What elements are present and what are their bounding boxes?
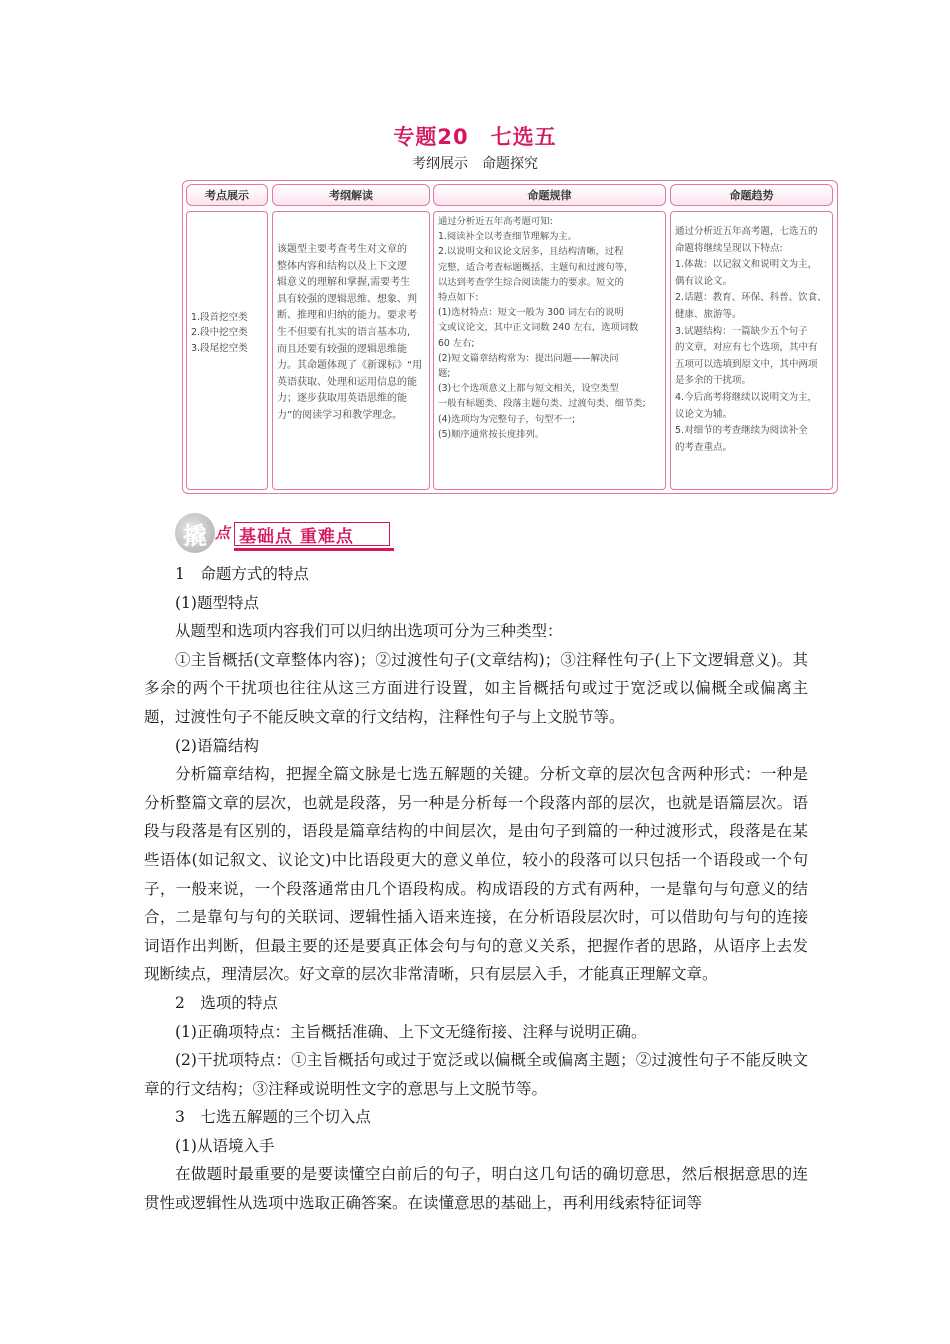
exam-point-item: 2.段中挖空类 <box>191 327 248 339</box>
document-subtitle: 考纲展示 命题探究 <box>412 156 538 172</box>
text-line: (5)顺序通常按长度排列。 <box>438 428 545 440</box>
subheading: (1)从语境入手 <box>175 1136 275 1155</box>
section-heading: 基础点 重难点 <box>234 522 390 546</box>
banner-dian-char: 点 <box>215 524 231 542</box>
text-line: 1.体裁：以记叙文和说明文为主， <box>675 259 818 271</box>
text-line: 一般有标题类、段落主题句类、过渡句类、细节类; <box>438 398 646 410</box>
text-line: 特点如下: <box>438 292 479 304</box>
text-line: 力。其命题体现了《新课标》“用 <box>277 360 423 372</box>
text-line: 该题型主要考查考生对文章的 <box>277 244 407 255</box>
paragraph: 分析篇章结构，把握全篇文脉是七选五解题的关键。分析文章的层次包含两种形式：一种是分析整篇文章的层次，也就是段落，另一种是分析每一个段落内部的层次，也就是语篇层次。语段与段落是有区别的，语段是篇章结构的中间层次，是由句子到篇的一种过渡形式，段落是在某些语体(如记叙文、议论文)中比语段更大的意义单位，较小的段落可以只包括一个语段或一个句子，一般来说，一个段落通常由几个语段构成。构成语段的方式有两种，一是靠句与句意义的结合，二是靠句与句的关联词、逻辑性插入语来连接，在分析语段层次时，可以借助句与句的连接词语作出判断，但最主要的还是要真正体会句与句的意义关系，把握作者的思路，从语序上去发现断续点，理清层次。好文章的层次非常清晰，只有层层入手，才能真正理解文章。 <box>144 765 808 984</box>
text-line: 2.话题：教育、环保、科普、饮食、 <box>675 292 827 304</box>
subheading: (2)语篇结构 <box>175 736 259 755</box>
paragraph: 从题型和选项内容我们可以归纳出选项可分为三种类型： <box>175 622 563 641</box>
text-line: 英语获取、处理和运用信息的能 <box>277 376 417 388</box>
heading-3: 3 七选五解题的三个切入点 <box>175 1108 371 1127</box>
text-line: 题; <box>438 368 451 380</box>
paragraph: (1)正确项特点：主旨概括准确、上下文无缝衔接、注释与说明正确。 <box>175 1022 647 1041</box>
text-line: (2)短文篇章结构常为：提出问题——解决问 <box>438 352 619 364</box>
text-line: 完整，适合考查标题概括、主题句和过渡句等， <box>438 261 634 273</box>
section-banner <box>172 510 394 554</box>
text-line: 60 左右; <box>438 337 475 349</box>
text-line: 生不但要有扎实的语言基本功, <box>277 326 411 338</box>
header-exam-points: 考点展示 <box>186 184 268 206</box>
text-line: 命题将继续呈现以下特点: <box>675 242 783 254</box>
banner-badge-icon: 撬 <box>175 513 215 553</box>
text-line: 5.对细节的考查继续为阅读补全 <box>675 425 808 437</box>
exam-point-item: 3.段尾挖空类 <box>191 342 248 354</box>
text-line: 健康、旅游等。 <box>675 308 742 320</box>
body-content <box>144 560 808 1218</box>
text-line: (1)选材特点：短文一般为 300 词左右的说明 <box>438 307 624 319</box>
text-line: 通过分析近五年高考题可知: <box>438 216 553 227</box>
text-line: 的文章，对应有七个选项，其中有 <box>675 342 818 354</box>
paragraph: ①主旨概括(文章整体内容)；②过渡性句子(文章结构)；③注释性句子(上下文逻辑意义)。其多余的两个干扰项也往往从这三方面进行设置，如主旨概括句或过于宽泛或以偏概全或偏离主题，过渡性句子不能反映文章的行文结构，注释性句子与上文脱节等。 <box>144 650 808 726</box>
exam-point-item: 1.段首挖空类 <box>191 312 248 323</box>
paragraph: (2)干扰项特点：①主旨概括句或过于宽泛或以偏概全或偏离主题；②过渡性句子不能反映文章的行文结构；③注释或说明性文字的意思与上文脱节等。 <box>144 1051 808 1098</box>
text-line: 整体内容和结构以及上下文逻 <box>277 260 407 272</box>
text-line: 五项可以选填到原文中，其中两项 <box>675 358 818 370</box>
text-line: 而且还要有较强的逻辑思维能 <box>277 343 407 355</box>
column-exam-points <box>186 211 268 490</box>
text-line: 辑意义的理解和掌握,需要考生 <box>277 277 411 289</box>
header-question-trends: 命题趋势 <box>670 184 833 206</box>
text-line: (3)七个选项意义上都与短文相关，设空类型 <box>438 383 619 395</box>
banner-underline <box>234 548 394 551</box>
text-line: 具有较强的逻辑思维、想象、判 <box>277 293 417 305</box>
text-line: 断、推理和归纳的能力。要求考 <box>277 310 417 322</box>
text-line: 是多余的干扰项。 <box>675 375 752 387</box>
exam-outline-table <box>182 180 838 494</box>
column-question-trends <box>670 211 833 490</box>
text-line: 3.试题结构：一篇缺少五个句子 <box>675 325 808 337</box>
column-syllabus-interpretation <box>272 211 430 490</box>
text-line: 力”的阅读学习和教学理念。 <box>277 409 403 421</box>
text-line: 通过分析近五年高考题，七选五的 <box>675 226 818 237</box>
text-line: 4.今后高考将继续以说明文为主， <box>675 391 818 403</box>
text-line: 偶有议论文。 <box>675 275 733 287</box>
column-question-patterns <box>433 211 666 490</box>
text-line: 以达到考查学生综合阅读能力的要求。短文的 <box>438 276 624 288</box>
heading-1: 1 命题方式的特点 <box>175 565 309 583</box>
text-line: 1.阅读补全以考查细节理解为主。 <box>438 231 578 243</box>
text-line: 2.以说明文和议论文居多，且结构清晰，过程 <box>438 246 624 258</box>
header-question-patterns: 命题规律 <box>433 184 666 206</box>
text-line: 的考查重点。 <box>675 441 733 453</box>
text-line: (4)选项均为完整句子，句型不一; <box>438 413 576 425</box>
heading-2: 2 选项的特点 <box>175 993 278 1012</box>
header-syllabus-interpretation: 考纲解读 <box>272 184 430 206</box>
document-title: 专题20 七选五 <box>393 125 557 149</box>
paragraph: 在做题时最重要的是要读懂空白前后的句子，明白这几句话的确切意思，然后根据意思的连贯性或逻辑性从选项中选取正确答案。在读懂意思的基础上，再利用线索特征词等 <box>144 1165 808 1213</box>
text-line: 力；逐步获取用英语思维的能 <box>277 393 407 405</box>
text-line: 议论文为辅。 <box>675 408 733 420</box>
subheading: (1)题型特点 <box>175 593 259 612</box>
text-line: 文或议论文，其中正文词数 240 左右，选项词数 <box>438 322 639 334</box>
